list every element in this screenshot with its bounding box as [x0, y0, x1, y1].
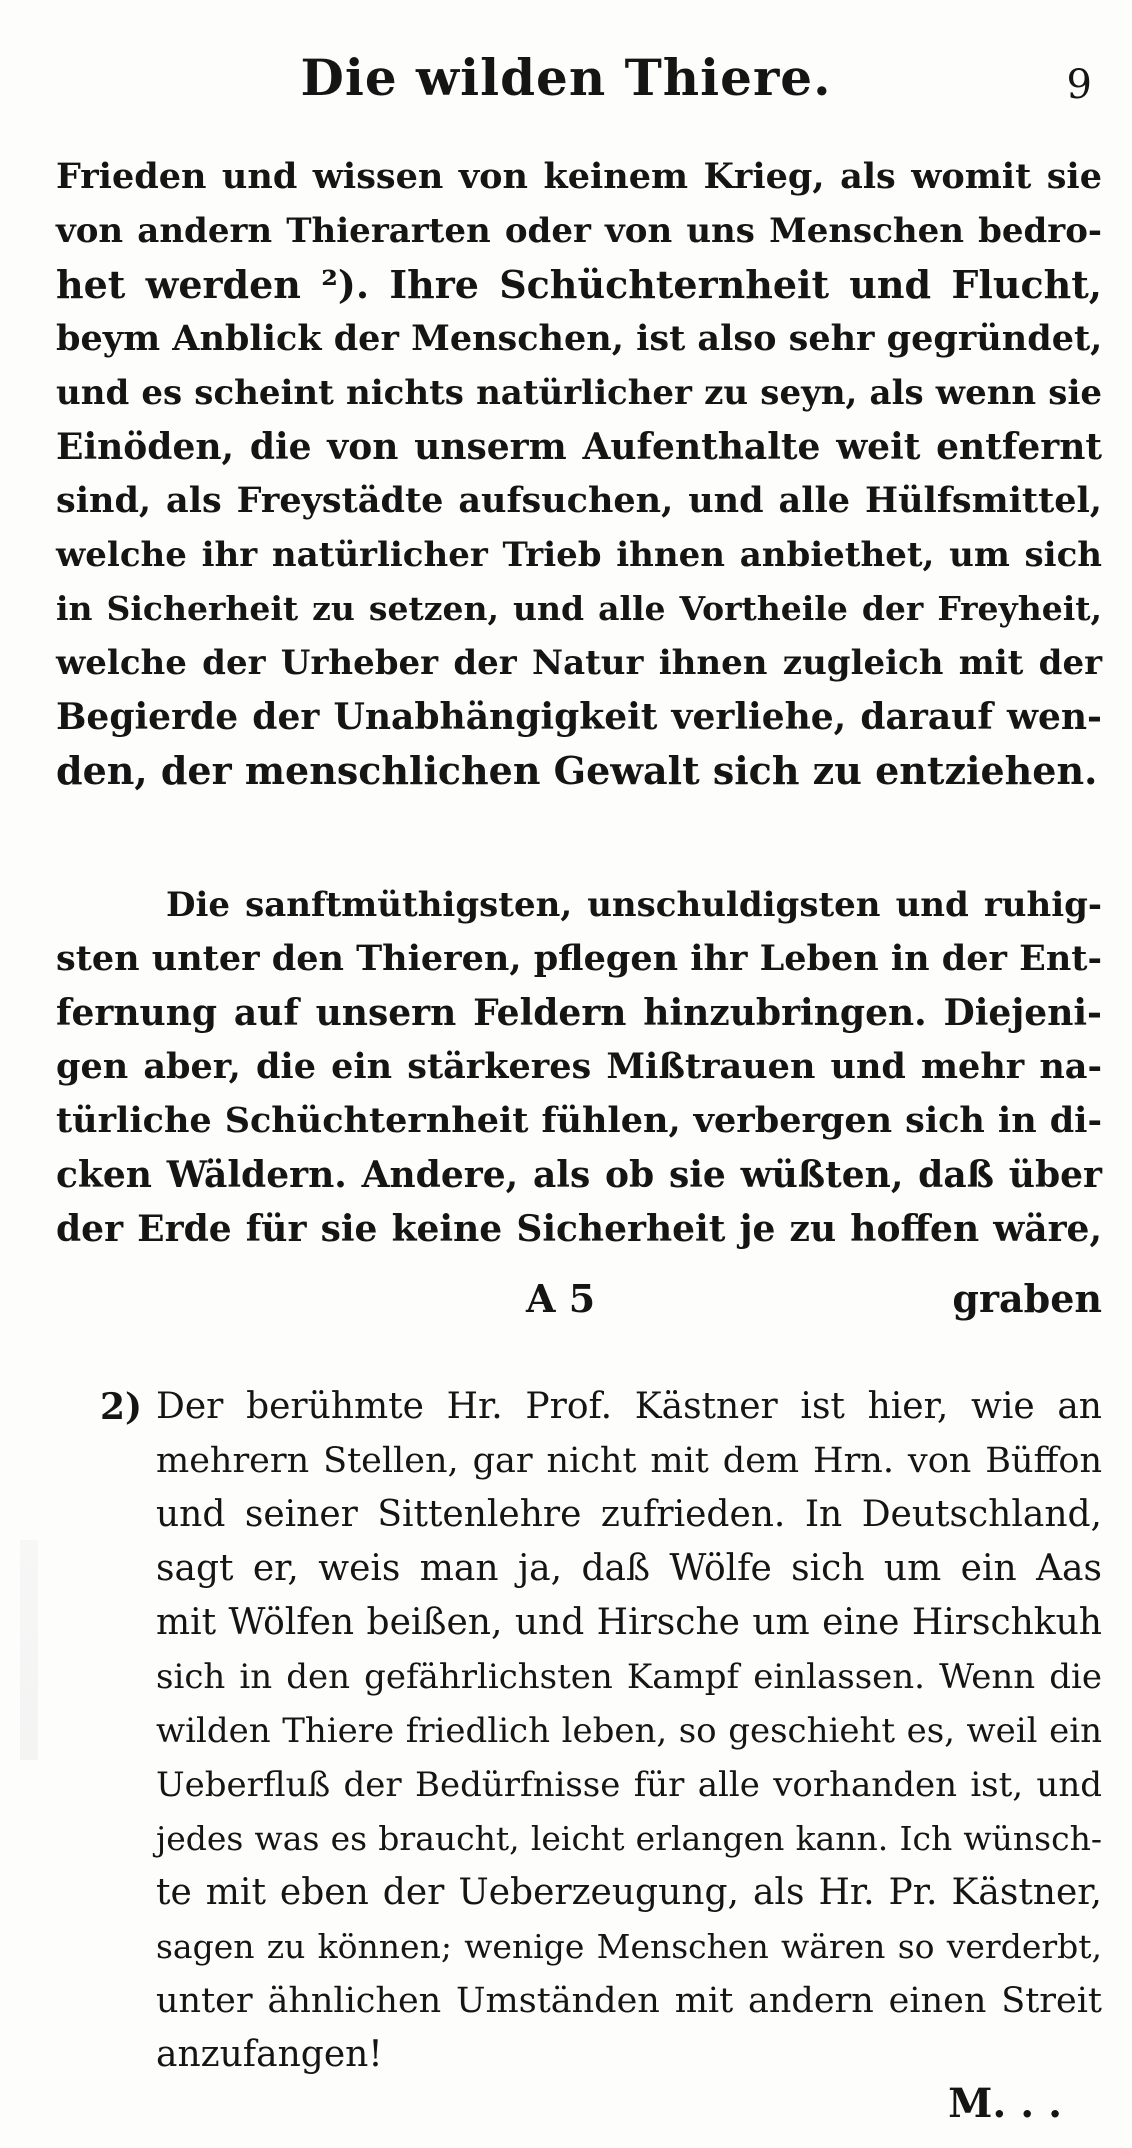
- footnote-line: Der berühmte Hr. Prof. Kästner ist hier, wie an: [156, 1386, 1102, 1427]
- text-line: Die sanftmüthigsten, unschuldigsten und ruhig-: [166, 885, 1102, 925]
- footnote-line: wilden Thiere friedlich leben, so geschieht es, weil ein: [156, 1711, 1102, 1751]
- footnote-text: [156, 1380, 1102, 2082]
- footnote-line: sagen zu können; wenige Menschen wären so verderbt,: [156, 1927, 1102, 1966]
- text-line: in Sicherheit zu setzen, und alle Vortheile der Freyheit,: [56, 589, 1102, 628]
- text-line: sind, als Freystädte aufsuchen, und alle Hülfsmittel,: [56, 480, 1102, 521]
- text-line: het werden ²). Ihre Schüchternheit und Flucht,: [56, 262, 1102, 307]
- footnote-line: sich in den gefährlichsten Kampf einlassen. Wenn die: [156, 1657, 1102, 1697]
- bottom-catchword: M. . .: [948, 2080, 1062, 2127]
- paragraph-2: [56, 878, 1102, 1256]
- text-line: den, der menschlichen Gewalt sich zu entziehen.: [56, 748, 1098, 793]
- footnote-line: mehrern Stellen, gar nicht mit dem Hrn. von Büffon: [156, 1441, 1102, 1481]
- text-line: und es scheint nichts natürlicher zu seyn, als wenn sie: [56, 373, 1102, 413]
- page-number: 9: [1066, 62, 1092, 108]
- bleed-through-shadow: [20, 1540, 38, 1760]
- catchword: graben: [952, 1276, 1102, 1321]
- footnote-line: te mit eben der Ueberzeugung, als Hr. Pr. Kästner,: [156, 1872, 1102, 1913]
- footnote-line: unter ähnlichen Umständen mit andern einen Streit: [156, 1981, 1102, 2021]
- text-line: Frieden und wissen von keinem Krieg, als womit sie: [56, 156, 1102, 197]
- text-line: Einöden, die von unserm Aufenthalte weit entfernt: [56, 426, 1102, 468]
- paragraph-1: [56, 150, 1102, 798]
- text-line: welche der Urheber der Natur ihnen zugleich mit der: [56, 643, 1102, 683]
- text-line: beym Anblick der Menschen, ist also sehr gegründet,: [56, 318, 1103, 359]
- footnote-marker: 2): [100, 1386, 143, 1428]
- text-line: gen aber, die ein stärkeres Mißtrauen und mehr na-: [56, 1046, 1102, 1087]
- footnote-line: sagt er, weis man ja, daß Wölfe sich um ein Aas: [156, 1548, 1102, 1589]
- text-line: cken Wäldern. Andere, als ob sie wüßten, daß über: [56, 1154, 1102, 1196]
- text-line: Begierde der Unabhängigkeit verliehe, darauf wen-: [56, 696, 1102, 738]
- running-title: Die wilden Thiere.: [300, 48, 832, 107]
- text-line: fernung auf unsern Feldern hinzubringen. Diejeni-: [56, 992, 1102, 1034]
- text-line: sten unter den Thieren, pflegen ihr Leben in der Ent-: [56, 938, 1102, 979]
- footnote-line: anzufangen!: [156, 2034, 383, 2075]
- footnote-line: jedes was es braucht, leicht erlangen kann. Ich wünsch-: [156, 1819, 1102, 1858]
- text-line: von andern Thierarten oder von uns Menschen bedro-: [56, 211, 1102, 251]
- text-line: welche ihr natürlicher Trieb ihnen anbiethet, um sich: [56, 535, 1102, 575]
- signature-mark: A 5: [526, 1276, 596, 1321]
- footnote-line: mit Wölfen beißen, und Hirsche um eine Hirschkuh: [156, 1602, 1102, 1643]
- footnote-line: Ueberfluß der Bedürfnisse für alle vorhanden ist, und: [156, 1765, 1102, 1805]
- text-line: türliche Schüchternheit fühlen, verbergen sich in di-: [56, 1100, 1102, 1141]
- text-line: der Erde für sie keine Sicherheit je zu hoffen wäre,: [56, 1208, 1102, 1250]
- signature-line: [56, 1276, 1102, 1330]
- footnote-line: und seiner Sittenlehre zufrieden. In Deutschland,: [156, 1494, 1102, 1535]
